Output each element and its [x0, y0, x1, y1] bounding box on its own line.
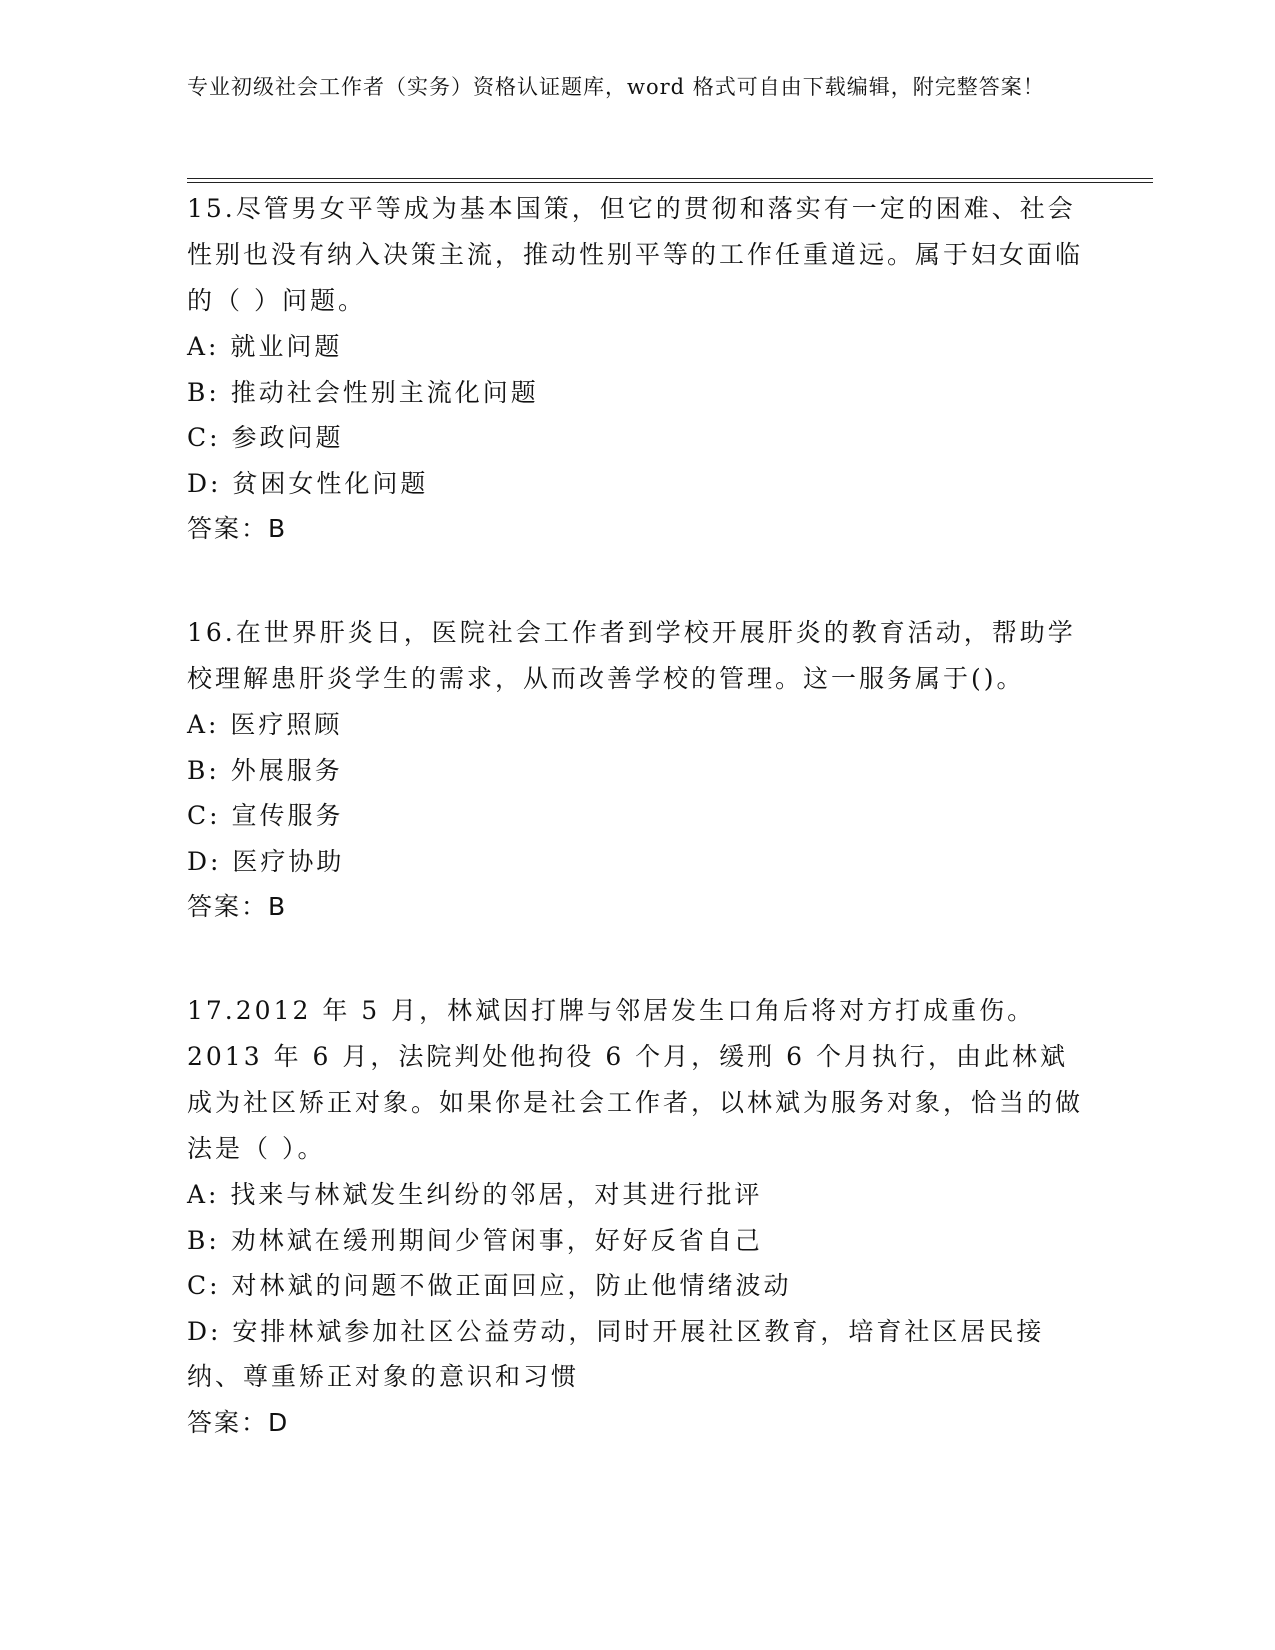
- option-d: D: 安排林斌参加社区公益劳动，同时开展社区教育，培育社区居民接纳、尊重矫正对象的意识和习惯: [187, 1316, 1045, 1391]
- option-d: D: 贫困女性化问题: [187, 468, 429, 498]
- option-c: C: 参政问题: [187, 423, 344, 452]
- document-header: [187, 72, 1067, 103]
- answer-label: 答案：B: [187, 514, 288, 543]
- header-rule-bottom: [187, 182, 1153, 183]
- answer-label: 答案：D: [187, 1407, 290, 1437]
- header-text: 专业初级社会工作者（实务）资格认证题库，word 格式可自由下载编辑，附完整答案！: [187, 75, 1045, 99]
- header-rule-top: [187, 178, 1153, 179]
- question-17: [187, 988, 1087, 1446]
- question-15: [187, 186, 1087, 552]
- option-a: A: 医疗照顾: [187, 710, 343, 739]
- question-stem: 15.尽管男女平等成为基本国策，但它的贯彻和落实有一定的困难、社会性别也没有纳入决策主流，推动性别平等的工作任重道远。属于妇女面临的（ ）问题。: [187, 194, 1084, 315]
- option-b: B: 外展服务: [187, 755, 343, 785]
- option-b: B: 劝林斌在缓刑期间少管闲事，好好反省自己: [187, 1225, 763, 1255]
- option-d: D: 医疗协助: [187, 846, 345, 876]
- option-c: C: 宣传服务: [187, 801, 344, 830]
- option-a: A: 就业问题: [187, 332, 343, 361]
- answer-label: 答案：B: [187, 892, 288, 921]
- option-c: C: 对林斌的问题不做正面回应，防止他情绪波动: [187, 1271, 792, 1300]
- question-list: [187, 186, 1087, 1504]
- option-b: B: 推动社会性别主流化问题: [187, 377, 539, 407]
- option-a: A: 找来与林斌发生纠纷的邻居，对其进行批评: [187, 1180, 763, 1209]
- question-stem: 16.在世界肝炎日，医院社会工作者到学校开展肝炎的教育活动，帮助学校理解患肝炎学生的需求，从而改善学校的管理。这一服务属于()。: [187, 618, 1076, 693]
- question-stem: 17.2012 年 5 月，林斌因打牌与邻居发生口角后将对方打成重伤。2013 年 6 月，法院判处他拘役 6 个月，缓刑 6 个月执行，由此林斌成为社区矫正对象。如果你是社会工作者，以林斌为服务对象，恰当的做法是（ ）。: [187, 996, 1084, 1163]
- question-16: [187, 610, 1087, 930]
